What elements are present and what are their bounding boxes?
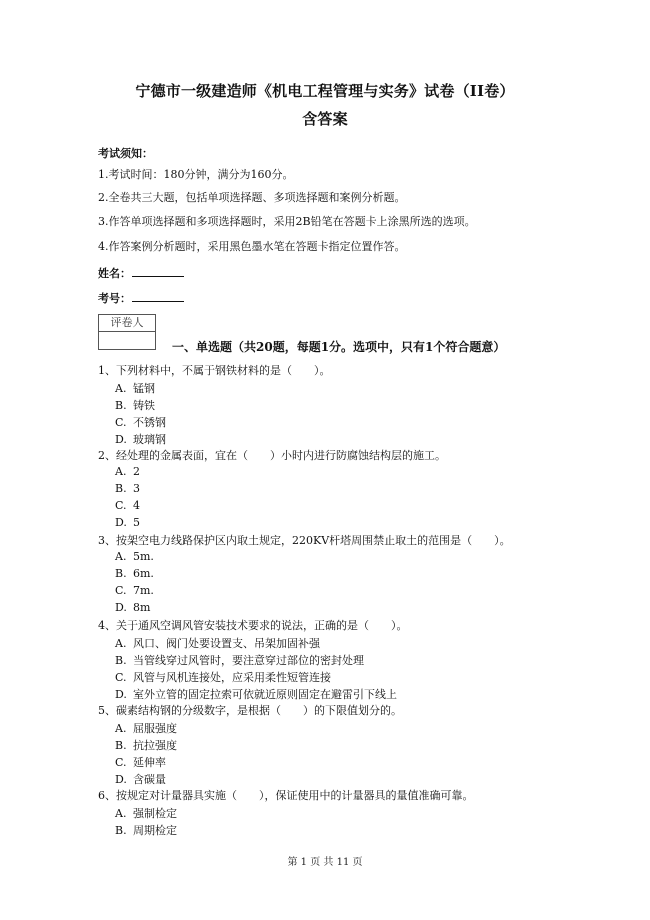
option-letter: C. — [115, 756, 127, 769]
option-letter: A. — [115, 637, 127, 650]
option-letter: D. — [115, 773, 127, 786]
notice-item: 3.作答单项选择题和多项选择题时，采用2B铅笔在答题卡上涂黑所选的选项。 — [98, 215, 476, 228]
notice-item: 2.全卷共三大题，包括单项选择题、多项选择题和案例分析题。 — [98, 191, 406, 204]
page-footer: 第 1 页 共 11 页 — [287, 857, 363, 868]
option-letter: D. — [115, 688, 127, 701]
option-letter: B. — [115, 824, 127, 837]
option-text: 屈服强度 — [133, 722, 177, 735]
option-letter: B. — [115, 399, 127, 412]
answer-option — [115, 601, 150, 614]
option-letter: C. — [115, 671, 127, 684]
option-letter: C. — [115, 416, 127, 429]
name-field[interactable] — [98, 265, 184, 281]
option-letter: A. — [115, 550, 127, 563]
option-text: 含碳量 — [133, 773, 166, 786]
grader-label: 评卷人 — [99, 315, 155, 332]
question-text: 3、按架空电力线路保护区内取土规定，220KV杆塔周围禁止取土的范围是（ ）。 — [98, 534, 511, 547]
question-text: 2、经处理的金属表面，宜在（ ）小时内进行防腐蚀结构层的施工。 — [98, 449, 446, 462]
option-text: 锰钢 — [133, 382, 155, 395]
option-text: 3 — [133, 482, 140, 495]
option-text: 6m. — [133, 567, 154, 580]
answer-option — [115, 550, 154, 563]
option-text: 室外立管的固定拉索可依就近原则固定在避雷引下线上 — [133, 688, 397, 701]
option-letter: A. — [115, 465, 127, 478]
option-text: 抗拉强度 — [133, 739, 177, 752]
option-text: 不锈钢 — [133, 416, 166, 429]
answer-option — [115, 397, 155, 413]
section-heading: 一、单选题（共20题，每题1分。选项中，只有1个符合题意） — [172, 340, 506, 354]
option-letter: B. — [115, 567, 127, 580]
answer-option — [115, 754, 166, 770]
option-letter: D. — [115, 433, 127, 446]
option-text: 当管线穿过风管时，要注意穿过部位的密封处理 — [133, 654, 364, 667]
option-letter: C. — [115, 584, 127, 597]
answer-option — [115, 771, 166, 787]
option-letter: D. — [115, 601, 127, 614]
option-letter: A. — [115, 382, 127, 395]
answer-option — [115, 482, 140, 495]
option-text: 玻璃钢 — [133, 433, 166, 446]
answer-option — [115, 652, 364, 668]
answer-option — [115, 465, 140, 478]
name-label: 姓名： — [98, 267, 131, 280]
name-blank-line[interactable] — [132, 266, 184, 277]
exam-no-field[interactable] — [98, 290, 184, 306]
option-letter: B. — [115, 739, 127, 752]
answer-option — [115, 516, 140, 529]
answer-option — [115, 686, 397, 702]
answer-option — [115, 567, 154, 580]
option-letter: D. — [115, 516, 127, 529]
option-text: 铸铁 — [133, 399, 155, 412]
option-letter: A. — [115, 722, 127, 735]
option-text: 8m — [133, 601, 151, 614]
answer-option — [115, 805, 177, 821]
answer-option — [115, 635, 320, 651]
answer-option — [115, 669, 331, 685]
page-subtitle: 含答案 — [302, 110, 348, 128]
option-text: 2 — [133, 465, 140, 478]
question-text: 1、下列材料中，不属于钢铁材料的是（ ）。 — [98, 364, 331, 377]
answer-option — [115, 414, 166, 430]
option-text: 5 — [133, 516, 140, 529]
answer-option — [115, 584, 154, 597]
option-text: 强制检定 — [133, 807, 177, 820]
option-text: 7m. — [133, 584, 154, 597]
grader-box — [98, 314, 156, 350]
answer-option — [115, 737, 177, 753]
answer-option — [115, 499, 140, 512]
option-letter: C. — [115, 499, 127, 512]
option-text: 延伸率 — [133, 756, 166, 769]
option-letter: B. — [115, 482, 127, 495]
notice-heading: 考试须知： — [98, 147, 153, 160]
question-text: 4、关于通风空调风管安装技术要求的说法，正确的是（ ）。 — [98, 619, 408, 632]
exam-no-blank-line[interactable] — [132, 291, 184, 302]
option-text: 风口、阀门处要设置支、吊架加固补强 — [133, 637, 320, 650]
option-text: 4 — [133, 499, 140, 512]
question-text: 6、按规定对计量器具实施（ ），保证使用中的计量器具的量值准确可靠。 — [98, 789, 474, 802]
answer-option — [115, 720, 177, 736]
answer-option — [115, 822, 177, 838]
notice-item: 1.考试时间：180分钟，满分为160分。 — [98, 168, 294, 181]
option-text: 周期检定 — [133, 824, 177, 837]
option-letter: B. — [115, 654, 127, 667]
exam-no-label: 考号： — [98, 292, 131, 305]
answer-option — [115, 380, 155, 396]
option-letter: A. — [115, 807, 127, 820]
notice-item: 4.作答案例分析题时，采用黑色墨水笔在答题卡指定位置作答。 — [98, 240, 406, 253]
question-text: 5、碳素结构钢的分级数字，是根据（ ）的下限值划分的。 — [98, 704, 402, 717]
page-title: 宁德市一级建造师《机电工程管理与实务》试卷（II卷） — [135, 82, 515, 100]
option-text: 风管与风机连接处，应采用柔性短管连接 — [133, 671, 331, 684]
option-text: 5m. — [133, 550, 154, 563]
answer-option — [115, 431, 166, 447]
